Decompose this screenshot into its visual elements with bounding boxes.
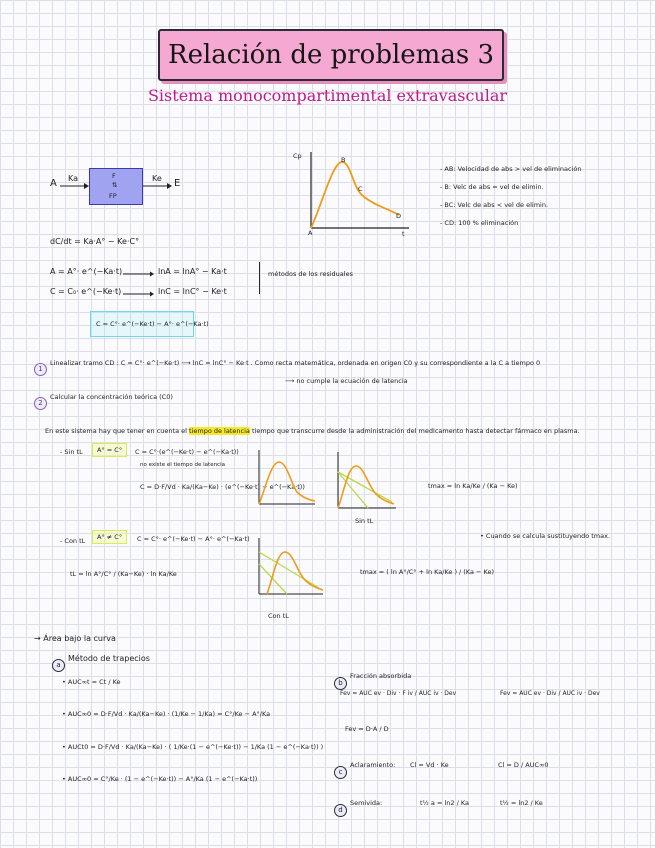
point-B: B [341,156,346,164]
case-eq-eq2: C = D·F/Vd · Ka/(Ka−Ke) · (e^(−Ke·t) − e^(−Ka·t)) [140,483,305,491]
schema-A: A [50,178,57,189]
eq-diff: dC/dt = Ka·A° − Ke·C° [50,237,140,246]
case-neq-eq1: C = C°· e^(−Ke·t) − A°· e^(−Ka·t) [137,535,250,543]
d-eq1: t½ a = ln2 / Ka [420,799,469,807]
point-D: D [396,212,402,220]
b-title: Fracción absorbida [350,672,412,680]
arrow-A [123,271,155,277]
latency-paragraph [45,427,580,435]
title-box [158,29,504,81]
d-number: d [334,797,347,817]
case-neq-tmax: tmax = ( ln A°/C° + ln Ka/Ke ) / (Ka − Ke) [360,568,495,576]
boxed-equation-text: C = C°· e^(−Ke·t) − A°· e^(−Ka·t) [96,320,209,328]
case-eq-relation: A° = C° [92,443,127,457]
case-eq-tmax: tmax = ln Ka/Ke / (Ka − Ke) [428,482,518,490]
main-plot-curve [311,162,402,228]
case-neq-note: • Cuando se calcula sustituyendo tmax. [480,532,611,540]
case-neq-label: - Con tL [60,537,86,545]
case-neq-k: tL = ln A°/C° / (Ka−Ke) · ln Ka/Ke [70,570,177,578]
schema-E: E [174,178,181,189]
page-subtitle: Sistema monocompartimental extravascular [147,86,508,105]
case-eq-label: - Sin tL [60,448,83,456]
auc-line4: • AUC∞0 = C°/Ke · (1 − e^(−Ke·t)) − A°/Ka (1 − e^(−Ka·t)) [62,775,258,783]
schema-arrow-out [143,182,173,190]
box-bottom-label: FP [109,192,117,200]
plot-sin-tl-a [257,450,319,510]
box-arrow: ⇅ [112,181,118,189]
legend-item: - CD: 100 % eliminación [440,219,519,227]
page-title: Relación de problemas 3 [168,40,494,70]
auc-heading: → Área bajo la curva [34,634,116,643]
plot-sin-tl-b [332,452,400,514]
box-top-label: F [112,172,116,180]
point2-text: Calcular la concentración teórica (C0) [50,393,173,401]
schema-ka: Ka [68,174,79,183]
auc-method: Método de trapecios [68,654,150,663]
point-C: C [358,185,363,193]
compartment-box [89,168,143,205]
auc-method-number: a [52,652,65,672]
eq-A: A = A°· e^(−Ka·t) [50,267,123,276]
auc-line2: • AUC∞0 = D·F/Vd · Ka/(Ka−Ke) · (1/Ke − 1/Ka) = C°/Ke − A°/Ka [62,710,271,718]
eq-C: C = C₀· e^(−Ke·t) [50,287,122,296]
fev-eq2: Fev = AUC ev · Div / AUC iv · Dev [500,690,600,697]
schema-arrow-in [60,182,90,190]
c-eq2: Cl = D / AUC∞0 [498,761,549,769]
main-plot-xlabel: t [402,230,405,238]
d-title: Semivida: [350,799,383,807]
c-title: Aclaramiento: [350,761,396,769]
c-eq1: Cl = Vd · Ke [410,761,449,769]
case-eq-eq1: C = C°·(e^(−Ke·t) − e^(−Ka·t)) [135,448,239,456]
latency-prefix: En este sistema hay que tener en cuenta el [45,427,187,435]
plot-con-tl [253,538,327,602]
b-number: b [334,670,347,690]
eq-A-ln: lnA = lnA° − Ka·t [158,267,227,276]
residuales-note: métodos de los residuales [268,270,353,278]
point1-number: 1 [34,356,47,376]
d-eq2: t½ = ln2 / Ke [500,799,543,807]
case-neq-relation: A° ≠ C° [92,530,127,544]
auc-line1: • AUC∞t = Ct / Ke [62,678,121,686]
caption-sin-tl: Sin tL [355,517,374,525]
fev-short: Fev = D·A / D [345,725,389,733]
legend-item: - BC: Velc de abs < vel de elimin. [440,201,549,209]
eq-C-ln: lnC = lnC° − Ke·t [158,287,227,296]
main-plot [297,152,417,232]
point2-number: 2 [34,390,47,410]
schema-ke: Ke [152,174,162,183]
auc-line3: • AUCt0 = D·F/Vd · Ka/(Ka−Ke) · ( 1/Ke·(1 − e^(−Ke·t)) − 1/Ka (1 − e^(−Ka·t)) ) [62,743,324,751]
legend-item: - B: Velc de abs = vel de elimin. [440,183,544,191]
fev-eq: Fev = AUC ev · Div · F iv / AUC iv · Dev [340,690,457,697]
arrow-C [123,291,155,297]
latency-highlight: tiempo de latencia [189,427,250,435]
latency-suffix: tiempo que transcurre desde la administración del medicamento hasta detectar fármaco en plasma. [251,427,580,435]
legend-item: - AB: Velocidad de abs > vel de eliminación [440,165,582,173]
main-plot-ylabel: Cp [293,152,302,160]
case-eq-note: no existe el tiempo de latencia [140,462,225,468]
point-A: A [308,229,313,237]
boxed-equation [90,311,209,337]
point1-text: Linealizar tramo CD : C = C°· e^(−Ke·t) ⟶ lnC = lnC° − Ke·t . Como recta matemática, ordenada en origen C0 y su correspondiente a la C a tiempo 0 [50,359,541,367]
c-number: c [334,759,347,779]
caption-con-tl: Con tL [268,612,289,620]
point1-text2: ⟶ no cumple la ecuación de latencia [285,377,408,385]
divider [259,262,260,294]
